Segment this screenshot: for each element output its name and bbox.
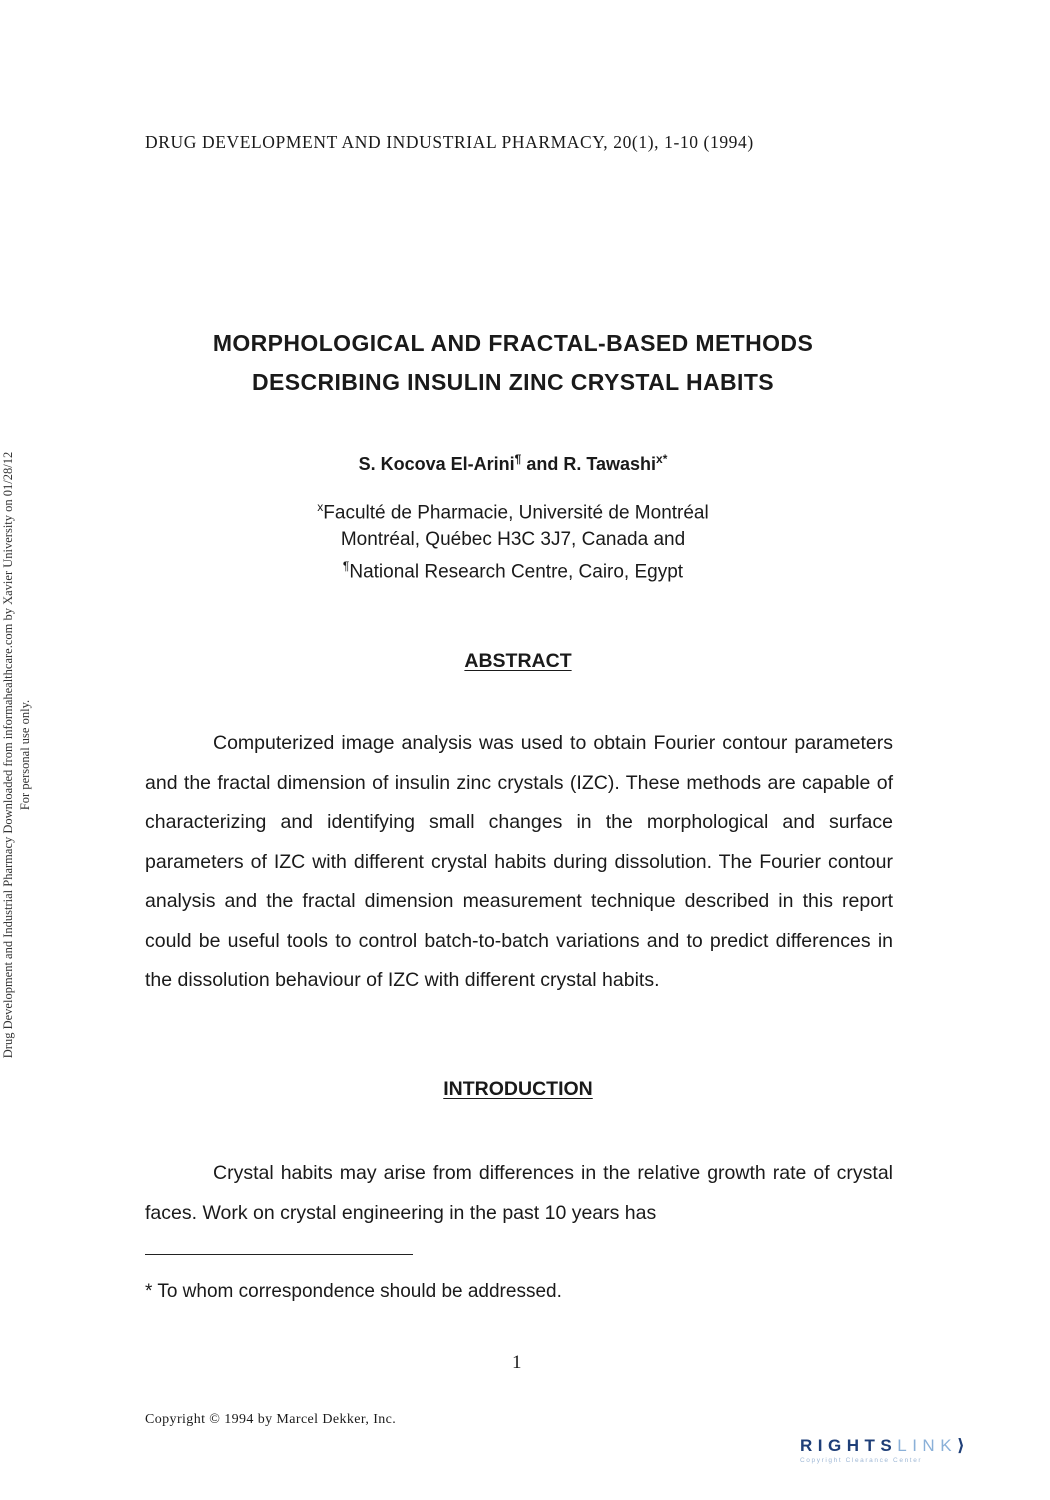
- title-line-1: MORPHOLOGICAL AND FRACTAL-BASED METHODS: [212, 330, 814, 356]
- affiliation-line-2: Montréal, Québec H3C 3J7, Canada and: [340, 529, 686, 551]
- introduction-heading: INTRODUCTION: [443, 1078, 593, 1100]
- affiliation-line-1: [100, 494, 926, 526]
- journal-citation-header: DRUG DEVELOPMENT AND INDUSTRIAL PHARMACY, 20(1), 1-10 (1994): [145, 132, 754, 152]
- rightslink-tagline: Copyright Clearance Center: [800, 1457, 923, 1464]
- abstract-heading: ABSTRACT: [464, 650, 572, 672]
- rightslink-rights: RIGHTS: [800, 1436, 898, 1455]
- affiliation-1-mark: x: [317, 500, 324, 514]
- affiliation-3-mark: ¶: [342, 559, 350, 574]
- introduction-paragraph: Crystal habits may arise from differences in the relative growth rate of crystal faces. Work on crystal engineering in the past 10 years has: [145, 1162, 893, 1224]
- rightslink-logo[interactable]: [800, 1436, 1030, 1476]
- affiliations: [100, 494, 926, 586]
- watermark-line-1: Drug Development and Industrial Pharmacy Downloaded from informahealthcare.com by Xavier University on 01/28/12: [1, 451, 15, 1059]
- author-1: S. Kocova El-Arini: [358, 454, 515, 474]
- rightslink-link: LINK: [897, 1436, 958, 1455]
- affiliation-line-3: [100, 553, 926, 585]
- affiliation-3-text: National Research Centre, Cairo, Egypt: [349, 561, 684, 583]
- download-watermark: [0, 345, 46, 1165]
- page-number: 1: [512, 1352, 522, 1373]
- article-title: [100, 324, 926, 402]
- title-line-2: DESCRIBING INSULIN ZINC CRYSTAL HABITS: [251, 369, 775, 395]
- correspondence-footnote: * To whom correspondence should be addressed.: [145, 1281, 562, 1302]
- author-2-mark: x*: [656, 452, 668, 466]
- author-1-mark: ¶: [514, 452, 522, 466]
- author-list: [100, 452, 926, 475]
- affiliation-1-text: Faculté de Pharmacie, Université de Montréal: [323, 502, 709, 524]
- author-2: R. Tawashi: [563, 454, 657, 474]
- author-conjunction: and: [521, 454, 564, 474]
- watermark-line-2: For personal use only.: [18, 699, 32, 811]
- footnote-rule: [145, 1254, 413, 1255]
- rightslink-wordmark: [800, 1436, 1030, 1456]
- copyright-notice: Copyright © 1994 by Marcel Dekker, Inc.: [145, 1412, 397, 1427]
- abstract-paragraph: Computerized image analysis was used to obtain Fourier contour parameters and the fractal dimension of insulin zinc crystals (IZC). These methods are capable of characterizing and identifying small changes in the morphological and surface parameters of IZC with different crystal habits during dissolution. The Fourier contour analysis and the fractal dimension measurement technique described in this report could be useful tools to control batch-to-batch variations and to predict differences in the dissolution behaviour of IZC with different crystal habits.: [145, 732, 893, 991]
- rightslink-arrow-icon: ⟩: [957, 1436, 971, 1455]
